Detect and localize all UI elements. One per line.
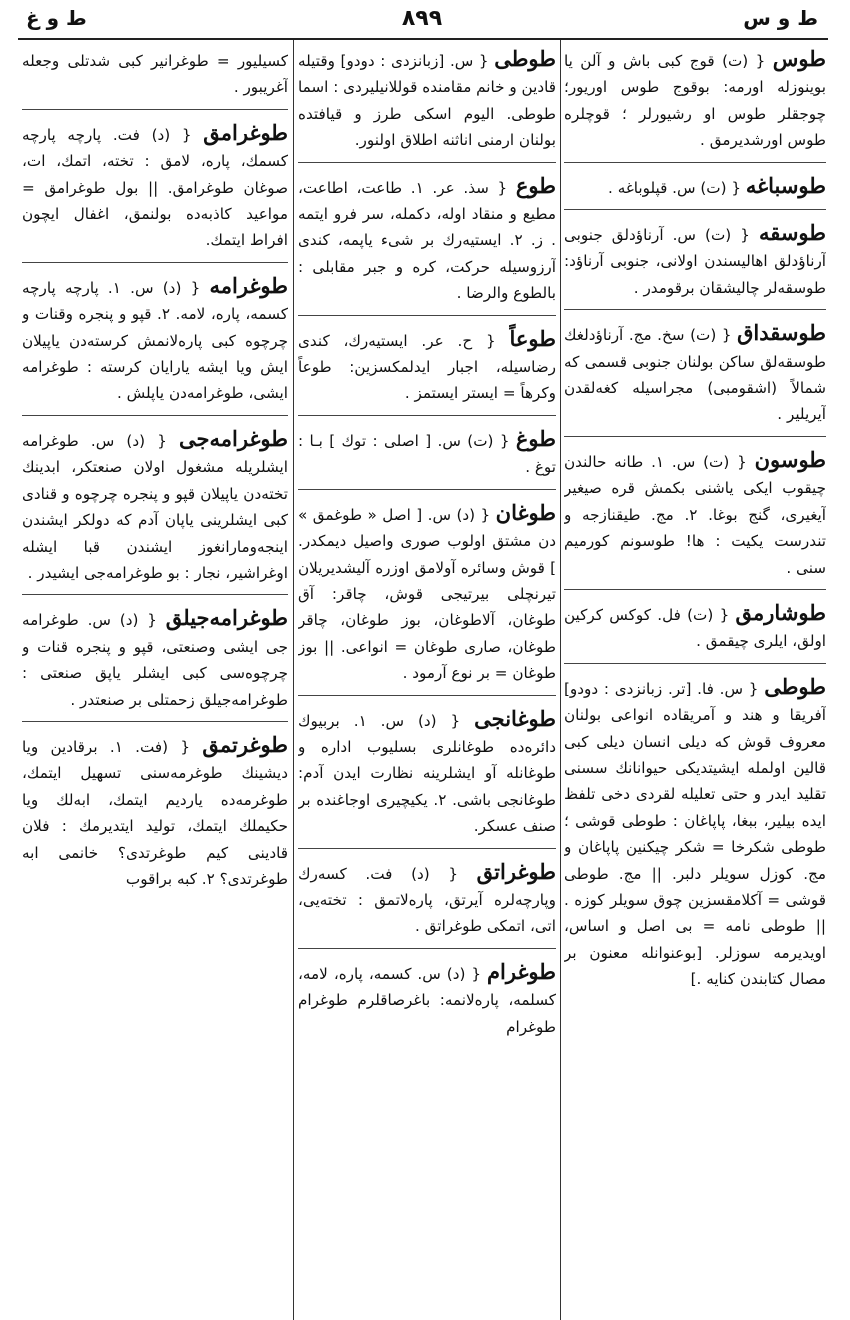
headword: طوغان xyxy=(495,499,556,525)
dictionary-entry xyxy=(564,447,826,590)
definition: { س. فا. [تر. زبانزدی : دودو] آفریقا و هند و آمریقاده انواعی بولنان معروف قوش که دیلی انسان دیلی کبی قالین اولمله ایشیتدیکی حیوانانك سسنی تقلید ایدر و حتی تعلیله لقردی دخی تلفظ ایده بیلیر، ببغا، پاپاغان : طوطی قوشی ؛ طوطی شکرخا = شکر چیکنین پاپاغان و مج. کوزل سویلر دلبر. || مج. طوطی قوشی = آکلامقسزین چوق سویلر کوزه . || طوطی نامه = بی اصل و اساس، اویدیرمه سوزلر. [بوعنوانله معنون بر مصال کتابندن کنایه .] xyxy=(564,679,826,989)
definition: { (د) س. طوغرامه ایشلریله مشغول اولان صنعتکر، ابدینك تخته‌دن یاپیلان قپو و پنجره چرچوه و قنادی کبی ایشلرینی یاپان آدم که دولکر ایشندن اینجه‌ومارانغوز ایشندن قبا ایشله اوغراشیر، نجار : بو طوغرامه‌جی ایشیدر . xyxy=(22,431,288,582)
dictionary-entry xyxy=(22,120,288,263)
dictionary-entry xyxy=(298,859,556,949)
dictionary-entry xyxy=(564,46,826,163)
column-middle xyxy=(298,46,556,1318)
definition: { س. [زبانزدی : دودو] وقتیله قادین و خانم مقامنده قوللانیلیردی : اسما طوطی. الیوم اسکی طرز و قیافتده بولنان ارمنی اناثنه اطلاق اولنور. xyxy=(298,52,556,150)
definition: { (ت) س. آرناؤدلق جنوبی آرناؤدلق اهالیسندن اولانی، جنوبی آرناؤد: طوسقه‌لر چالیشقان برقومدر . xyxy=(564,226,826,297)
column-divider-right xyxy=(560,40,561,1320)
headword: طوغرامه‌جی xyxy=(179,425,288,451)
dictionary-entry xyxy=(564,320,826,437)
definition: { (ت) س. ۱. طانه حالندن چیقوب ایکی یاشنی بکمش قره صیغیر آیغیری، گنج بوغا. ۲. مج. طیقنازجه و تندرست یکیت : ها! طوسونم کورمیم سنی . xyxy=(564,452,826,577)
headword: طوغرامه xyxy=(209,272,288,298)
definition: کسیلیور = طوغرانیر کبی شدتلی وجعله آغریبور . xyxy=(22,52,288,97)
definition: { (د) فت. پارچه پارچه کسمك، پاره، لامق : تخته‌، اتمك، ات، صوغان طوغرامق. || بول طوغرامق = مواعید کاذبه‌ده بولنمق، اغفال ایچون افراط ایتمك. xyxy=(22,125,288,250)
header-rule xyxy=(18,38,828,40)
headword: طوشارمق xyxy=(735,599,826,625)
headword: طوغرامق xyxy=(203,119,288,145)
dictionary-entry xyxy=(564,600,826,664)
definition: { (د) س. ۱. بربیوك دائره‌ده طوغانلری بسلیوب اداره و طوغانله آو ایشلرینه نظارت ایدن آدم: طوغانجی باشی. ۲. یکیچیری اوجاغنده بر صنف عسکر. xyxy=(298,711,556,836)
definition: { (د) س. کسمه، پاره، لامه، کسلمه، پاره‌لانمه: باغرصاقلرم طوغرام طوغرام xyxy=(298,964,556,1036)
dictionary-entry xyxy=(564,173,826,210)
page-number: ۸۹۹ xyxy=(401,6,443,31)
headword: طوغانجی xyxy=(474,705,556,731)
dictionary-entry xyxy=(298,959,556,1048)
header-left-guide-word: ط و غ xyxy=(26,6,87,30)
header-right-guide-word: ط و س xyxy=(743,6,818,30)
dictionary-entry xyxy=(22,46,288,110)
headword: طوسقداق xyxy=(737,320,826,346)
definition: { (د) س. [ اصل « طوغمق » دن مشتق اولوب صوری واصیل دیمکدر. ] قوش وسائره آولامق اوزره آلیشدیریلان تیرنچلی بیرتیجی قوش، چاقر: آق طوغان، آلاطوغان، بوز طوغان، چاقر طوغان، صاری طوغان = انواعی. || بوز طوغان = بر نوع آرمود . xyxy=(298,505,556,683)
dictionary-entry xyxy=(298,173,556,316)
column-right xyxy=(564,46,826,1318)
dictionary-entry xyxy=(298,426,556,490)
headword: طوطی xyxy=(764,673,826,699)
column-left xyxy=(22,46,288,1318)
dictionary-entry xyxy=(298,326,556,416)
headword: طوغرامه‌جیلق xyxy=(165,605,288,631)
definition: { (د) س. طوغرامه جی ایشی وصنعتی، قپو و پنجره قنات و چرچوه‌سی کبی ایشلر یاپق صنعتی : طوغرامه‌جیلق زحمتلی بر صنعتدر . xyxy=(22,611,288,709)
definition: { (ت) فل. کوکس کرکین اولق، ایلری چیقمق . xyxy=(564,605,826,651)
headword: طوس xyxy=(772,46,826,71)
headword: طوعاً xyxy=(509,325,556,351)
dictionary-entry xyxy=(22,426,288,595)
headword: طوغراتق xyxy=(476,858,556,884)
definition: { (ت) سخ. مج. آرناؤدلغك طوسقه‌لق ساکن بولنان جنوبی قسمی که شمالاً (اشقومبی) مجراسیله کغه‌لقدن آیریلیر . xyxy=(564,326,826,424)
dictionary-entry xyxy=(22,273,288,416)
definition: { (د) س. ۱. پارچه پارچه کسمه، پاره، لامه. ۲. قپو و پنجره وقنات و چرچوه کبی پاره‌لانمش کرسته‌دن یاپیلان ایش ویا ایشه یارایان کرسته : طوغرامه ایشی، طوغرامه‌دن یاپلش . xyxy=(22,278,288,403)
headword: طوغ xyxy=(515,425,556,451)
headword: طوغرام xyxy=(487,958,556,984)
definition: { (ت) قوج کبی باش و آلن یا بوینوزله اورمه: بوقوج طوس اوریور؛ چوجقلر طوس او رشیورلر ؛ قوچلره طوس اورشدیرمق . xyxy=(564,52,826,150)
headword: طوع xyxy=(515,172,556,198)
dictionary-entry xyxy=(564,674,826,1001)
headword: طوغرتمق xyxy=(202,731,288,757)
headword: طوسقه xyxy=(758,220,826,246)
headword: طوسون xyxy=(754,446,826,472)
headword: طوطی xyxy=(494,46,556,71)
dictionary-entry xyxy=(22,605,288,722)
definition: { ح. عر. ایستیه‌رك، کندی رضاسیله، اجبار ایدلمکسزین: طوعاً وکرهاً = ایستر ایستمز . xyxy=(298,331,556,403)
headword: طوسباغه xyxy=(745,172,826,198)
dictionary-entry xyxy=(22,732,288,900)
dictionary-entry xyxy=(298,46,556,163)
dictionary-entry xyxy=(298,500,556,696)
definition: { سذ. عر. ۱. طاعت، اطاعت، مطیع و منقاد اوله، دکمله، سر فرو ایتمه . ز. ۲. ایستیه‌رك بر شیء یاپمه، کندی آرزوسیله حرکت، کره و جبر مقابلی : بالطوع والرضا . xyxy=(298,178,556,303)
column-divider-left xyxy=(293,40,294,1320)
definition: { (ت) س. [ اصلی : توك ] بـا : توغ . xyxy=(298,431,556,477)
definition: { (د) فت. کسه‌رك وپارچه‌لره آیرتق، پاره‌لاتمق : تخته‌یی، اتی، اتمکی طوغراتق . xyxy=(298,864,556,936)
definition: { (ت) س. قپلوباغه . xyxy=(608,178,742,197)
dictionary-entry xyxy=(298,706,556,849)
dictionary-entry xyxy=(564,220,826,310)
page-header xyxy=(18,0,826,38)
definition: { (فت. ۱. برقادین ویا دیشینك طوغرمه‌سنی تسهیل ایتمك، طوغرمه‌ده یاردیم ایتمك، ابه‌لك ویا حکیملك ایتمك، تولید ایتدیرمك : فلان قادینی کیم طوغرتدی؟ خانمی ابه طوغرتدی؟ ۲. کبه براقوب xyxy=(22,737,288,888)
